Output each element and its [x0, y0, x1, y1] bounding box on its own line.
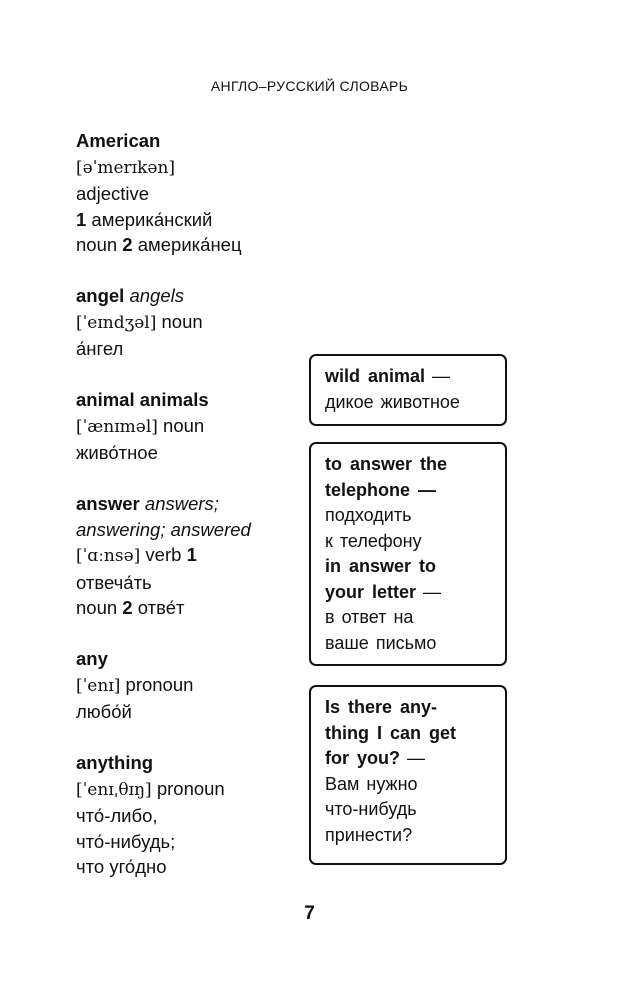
example-phrase: in answer to	[325, 556, 437, 576]
sense-number: 1	[186, 544, 197, 565]
headword: any	[76, 648, 108, 669]
word-forms: answering; answered	[76, 518, 251, 540]
dash: —	[400, 748, 426, 768]
example-box-anything	[309, 685, 507, 865]
part-of-speech: noun	[156, 310, 203, 332]
sense-number: 2	[122, 597, 133, 618]
transcription: [ˈeɪndʒəl]	[76, 312, 157, 333]
part-of-speech: noun	[76, 597, 123, 618]
translation: что уго́дно	[76, 856, 167, 877]
example-phrase: to answer the	[325, 454, 448, 474]
part-of-speech: pronoun	[151, 777, 225, 799]
example-translation: что-нибудь	[325, 799, 417, 819]
word-forms: answers;	[139, 493, 219, 514]
translation: живо́тное	[76, 442, 158, 463]
example-translation: в ответ на	[325, 607, 414, 627]
example-box-answer	[309, 442, 507, 666]
part-of-speech: verb	[140, 544, 187, 565]
entry-anything	[76, 750, 291, 880]
example-translation: дикое животное	[325, 391, 460, 412]
translation: что́-либо,	[76, 805, 158, 826]
headword: American	[76, 130, 161, 151]
entry-any	[76, 646, 291, 725]
sense-number: 1	[76, 208, 87, 230]
headword: animal animals	[76, 389, 209, 410]
transcription: [ˈænɪməl]	[76, 416, 158, 437]
example-phrase: wild animal	[325, 366, 426, 386]
transcription: [əˈmerɪkən]	[76, 157, 176, 178]
dictionary-entries	[76, 128, 291, 905]
dash: —	[425, 366, 451, 386]
entry-american	[76, 128, 291, 258]
headword: angel	[76, 285, 125, 306]
translation: любо́й	[76, 701, 132, 722]
translation: а́нгел	[76, 338, 124, 359]
example-translation: Вам нужно	[325, 773, 418, 794]
example-translation: принести?	[325, 824, 413, 845]
page-number: 7	[304, 903, 315, 924]
example-translation: ваше письмо	[325, 632, 437, 653]
example-phrase: telephone —	[325, 479, 437, 500]
dash: —	[416, 581, 442, 602]
example-phrase: your letter	[325, 581, 417, 602]
sense-number: 2	[122, 234, 133, 255]
headword: anything	[76, 752, 154, 773]
part-of-speech: adjective	[76, 183, 150, 204]
translation: отве́т	[132, 597, 185, 618]
entry-answer	[76, 491, 291, 621]
translation: америка́нский	[86, 208, 213, 230]
translation: америка́нец	[132, 234, 242, 255]
part-of-speech: noun	[76, 234, 123, 255]
example-box-wild-animal	[309, 354, 507, 426]
entry-angel	[76, 283, 291, 362]
part-of-speech: noun	[157, 414, 205, 436]
example-translation: к телефону	[325, 530, 422, 551]
entry-animal	[76, 387, 291, 466]
page-header: АНГЛО–РУССКИЙ СЛОВАРЬ	[210, 78, 409, 94]
transcription: [ˈenɪˌθɪŋ]	[76, 779, 152, 800]
transcription: [ˈenɪ]	[76, 675, 121, 696]
translation: отвеча́ть	[76, 571, 152, 593]
example-phrase: thing I can get	[325, 722, 457, 743]
example-phrase: for you?	[325, 748, 400, 768]
example-phrase: Is there any-	[325, 697, 438, 717]
part-of-speech: pronoun	[120, 673, 194, 695]
example-translation: подходить	[325, 505, 412, 525]
translation: что́-нибудь;	[76, 830, 176, 852]
transcription: [ˈɑːnsə]	[76, 546, 141, 566]
headword: answer	[76, 493, 140, 514]
word-forms: angels	[124, 285, 184, 306]
